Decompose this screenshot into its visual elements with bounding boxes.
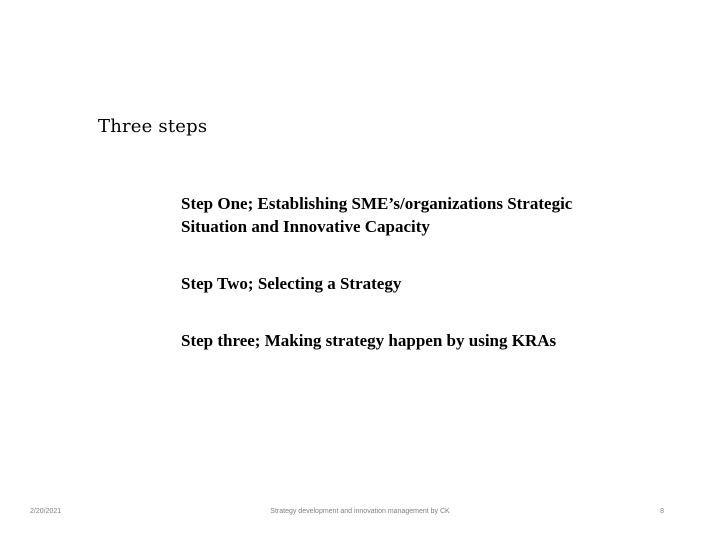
step-item-two xyxy=(181,272,401,295)
step-item-one xyxy=(181,192,572,238)
footer-page-number: 8 xyxy=(660,508,664,515)
footer-date: 2/20/2021 xyxy=(30,508,62,515)
step-one-line-1: Step One; Establishing SME’s/organizations Strategic xyxy=(181,194,573,213)
step-three-line-1: Step three; Making strategy happen by using KRAs xyxy=(181,331,557,350)
step-two-line-1: Step Two; Selecting a Strategy xyxy=(181,274,402,293)
step-one-line-2: Situation and Innovative Capacity xyxy=(181,217,430,236)
slide-title: Three steps xyxy=(98,116,208,137)
footer-text: Strategy development and innovation management by CK xyxy=(270,508,450,515)
step-item-three xyxy=(181,329,556,352)
